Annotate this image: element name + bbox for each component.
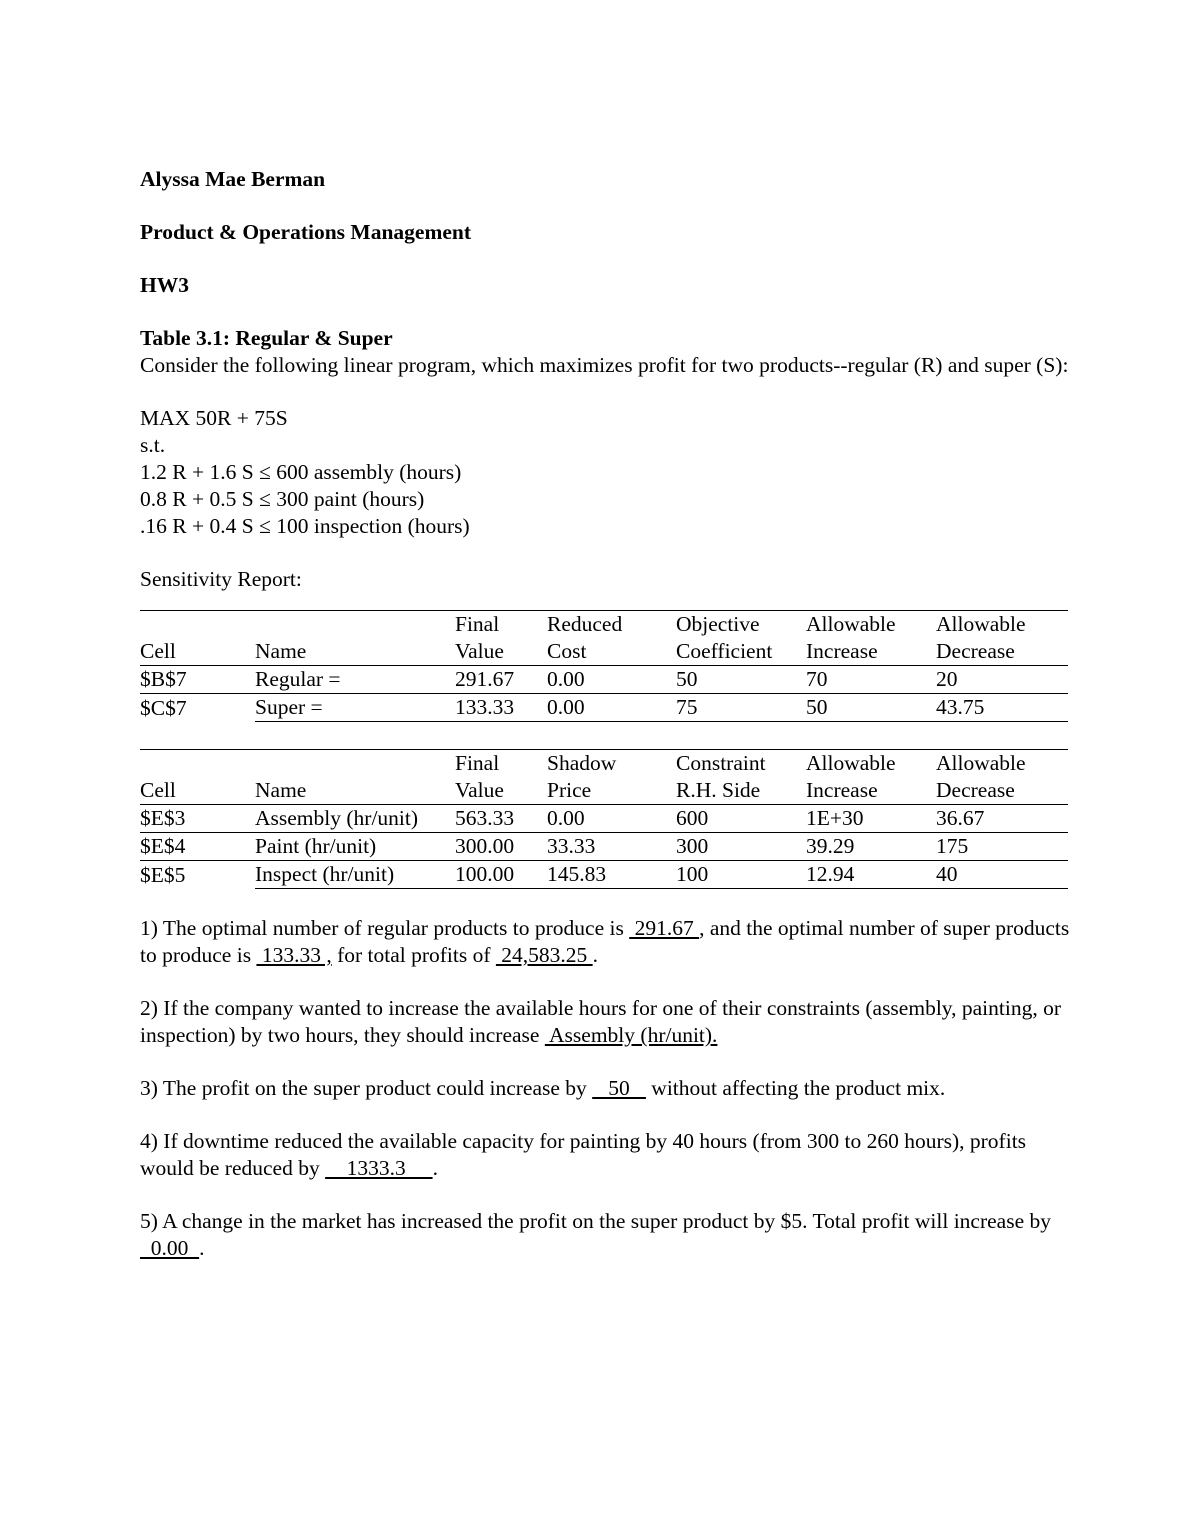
table-row: [140, 666, 1068, 694]
row-allowable-increase: 12.94: [806, 861, 936, 889]
row-final-value: 100.00: [455, 861, 547, 889]
row-final-value: 563.33: [455, 805, 547, 833]
row-allowable-decrease: 175: [936, 833, 1068, 861]
table-row: [140, 861, 1068, 889]
row-objective-coefficient: 50: [676, 666, 806, 694]
header-name: Name: [255, 750, 455, 805]
row-cell: $B$7: [140, 666, 255, 694]
row-constraint-rhs: 600: [676, 805, 806, 833]
answer-total-profit: 24,583.25: [495, 943, 593, 967]
row-final-value: 300.00: [455, 833, 547, 861]
row-cell: $E$3: [140, 805, 255, 833]
variables-header-row: [140, 611, 1068, 666]
constraints-header-row: [140, 750, 1068, 805]
constraint-assembly: 1.2 R + 1.6 S ≤ 600 assembly (hours): [140, 460, 462, 484]
question-3: 3) The profit on the super product could increase by 50 without affecting the product mix.: [140, 1076, 946, 1100]
answer-total-profit-increase: 0.00: [140, 1236, 200, 1260]
row-final-value: 133.33: [455, 694, 547, 722]
question-2: 2) If the company wanted to increase the available hours for one of their constraints (assembly, painting, or inspection) by two hours, they should increase Assembly (hr/unit).: [140, 996, 1062, 1047]
header-final-value: Final Value: [455, 611, 547, 666]
row-cell: $E$5: [140, 861, 255, 889]
header-allowable-increase: Allowable Increase: [806, 611, 936, 666]
question-4: 4) If downtime reduced the available capacity for painting by 40 hours (from 300 to 260 hours), profits would be reduced by 1333.3 .: [140, 1129, 1027, 1180]
row-reduced-cost: 0.00: [547, 666, 676, 694]
answer-profit-reduction: 1333.3: [325, 1156, 433, 1180]
subject-to: s.t.: [140, 433, 166, 457]
row-name: Inspect (hr/unit): [255, 861, 455, 889]
row-allowable-decrease: 36.67: [936, 805, 1068, 833]
answer-profit-increase: 50: [592, 1076, 646, 1100]
answer-constraint: Assembly (hr/unit).: [544, 1023, 718, 1047]
row-allowable-increase: 1E+30: [806, 805, 936, 833]
table-title: Table 3.1: Regular & Super: [140, 326, 393, 350]
header-objective-coefficient: Objective Coefficient: [676, 611, 806, 666]
sensitivity-report-label: Sensitivity Report:: [140, 567, 302, 591]
row-allowable-increase: 70: [806, 666, 936, 694]
assignment-title: HW3: [140, 273, 189, 297]
header-shadow-price: Shadow Price: [547, 750, 676, 805]
row-name: Assembly (hr/unit): [255, 805, 455, 833]
row-name: Regular =: [255, 666, 455, 694]
row-shadow-price: 145.83: [547, 861, 676, 889]
header-reduced-cost: Reduced Cost: [547, 611, 676, 666]
table-spacer: [140, 722, 1068, 750]
row-shadow-price: 33.33: [547, 833, 676, 861]
sensitivity-table: [140, 610, 1068, 889]
header-cell: Cell: [140, 750, 255, 805]
header-cell: Cell: [140, 611, 255, 666]
header-constraint-rhs: Constraint R.H. Side: [676, 750, 806, 805]
course-title: Product & Operations Management: [140, 220, 472, 244]
problem-intro: Consider the following linear program, which maximizes profit for two products--regular (R) and super (S):: [140, 353, 1069, 377]
header-final-value: Final Value: [455, 750, 547, 805]
author-name: Alyssa Mae Berman: [140, 167, 326, 191]
header-allowable-increase: Allowable Increase: [806, 750, 936, 805]
row-name: Super =: [255, 694, 455, 722]
row-cell: $E$4: [140, 833, 255, 861]
table-row: [140, 694, 1068, 722]
constraint-paint: 0.8 R + 0.5 S ≤ 300 paint (hours): [140, 487, 425, 511]
answer-regular-qty: 291.67: [629, 916, 700, 940]
row-shadow-price: 0.00: [547, 805, 676, 833]
row-allowable-decrease: 40: [936, 861, 1068, 889]
row-objective-coefficient: 75: [676, 694, 806, 722]
objective-function: MAX 50R + 75S: [140, 406, 288, 430]
question-1: 1) The optimal number of regular products to produce is 291.67 , and the optimal number of super products to produce is 133.33 , for total profits of 24,583.25 .: [140, 916, 1070, 967]
document-page: [140, 166, 1070, 1262]
table-row: [140, 805, 1068, 833]
constraint-inspection: .16 R + 0.4 S ≤ 100 inspection (hours): [140, 514, 470, 538]
row-allowable-increase: 39.29: [806, 833, 936, 861]
header-allowable-decrease: Allowable Decrease: [936, 750, 1068, 805]
row-constraint-rhs: 100: [676, 861, 806, 889]
row-allowable-decrease: 43.75: [936, 694, 1068, 722]
row-reduced-cost: 0.00: [547, 694, 676, 722]
row-name: Paint (hr/unit): [255, 833, 455, 861]
row-constraint-rhs: 300: [676, 833, 806, 861]
answer-super-qty: 133.33 ,: [256, 943, 332, 967]
header-allowable-decrease: Allowable Decrease: [936, 611, 1068, 666]
table-row: [140, 833, 1068, 861]
question-5: 5) A change in the market has increased the profit on the super product by $5. Total profit will increase by 0.00 .: [140, 1209, 1051, 1260]
row-final-value: 291.67: [455, 666, 547, 694]
header-name: Name: [255, 611, 455, 666]
row-cell: $C$7: [140, 694, 255, 722]
row-allowable-increase: 50: [806, 694, 936, 722]
row-allowable-decrease: 20: [936, 666, 1068, 694]
